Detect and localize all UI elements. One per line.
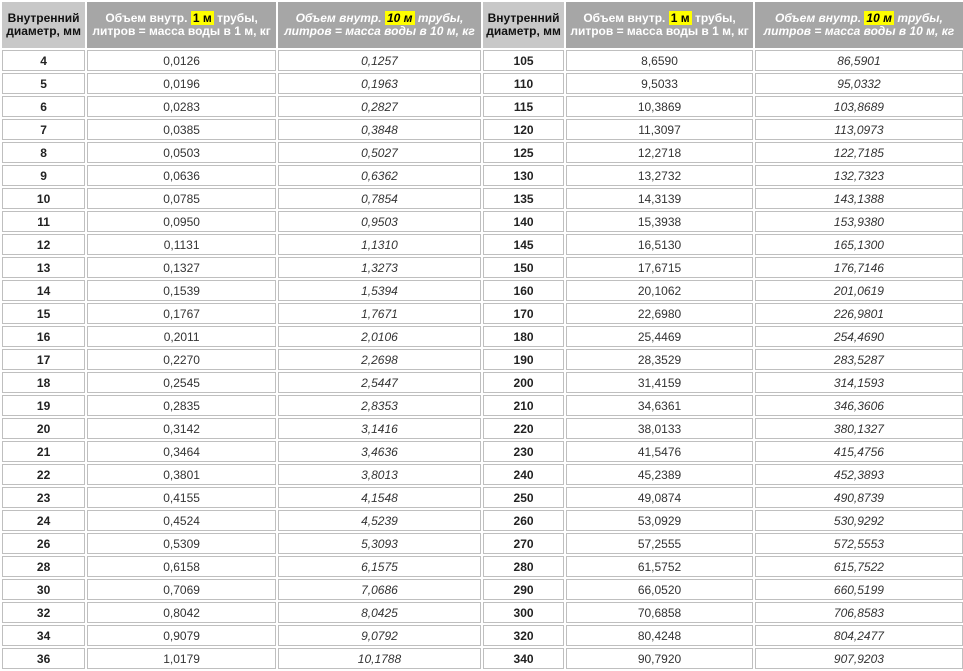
volume-10m-cell: 165,1300 <box>755 234 963 255</box>
volume-10m-cell: 6,1575 <box>278 556 481 577</box>
diameter-cell: 160 <box>483 280 564 301</box>
volume-1m-cell: 0,2270 <box>87 349 276 370</box>
volume-1m-cell: 38,0133 <box>566 418 753 439</box>
table-row <box>2 142 963 163</box>
volume-1m-cell: 0,0636 <box>87 165 276 186</box>
diameter-cell: 190 <box>483 349 564 370</box>
table-row <box>2 625 963 646</box>
volume-1m-cell: 80,4248 <box>566 625 753 646</box>
volume-1m-cell: 14,3139 <box>566 188 753 209</box>
volume-10m-cell: 0,1257 <box>278 50 481 71</box>
diameter-cell: 15 <box>2 303 85 324</box>
volume-1m-header-2: Объем внутр. 1 м трубы, литров = масса воды в 1 м, кг <box>566 2 753 48</box>
volume-1m-cell: 0,0385 <box>87 119 276 140</box>
diameter-cell: 26 <box>2 533 85 554</box>
diameter-cell: 120 <box>483 119 564 140</box>
volume-1m-cell: 0,1131 <box>87 234 276 255</box>
volume-1m-cell: 70,6858 <box>566 602 753 623</box>
volume-10m-cell: 572,5553 <box>755 533 963 554</box>
diameter-cell: 32 <box>2 602 85 623</box>
table-row <box>2 211 963 232</box>
volume-10m-cell: 1,1310 <box>278 234 481 255</box>
volume-1m-cell: 0,0196 <box>87 73 276 94</box>
volume-10m-cell: 530,9292 <box>755 510 963 531</box>
volume-1m-cell: 28,3529 <box>566 349 753 370</box>
diameter-cell: 34 <box>2 625 85 646</box>
volume-10m-cell: 143,1388 <box>755 188 963 209</box>
table-row <box>2 73 963 94</box>
volume-1m-cell: 0,2835 <box>87 395 276 416</box>
volume-1m-cell: 61,5752 <box>566 556 753 577</box>
diameter-cell: 19 <box>2 395 85 416</box>
diameter-header: Внутренний диаметр, мм <box>2 2 85 48</box>
volume-10m-cell: 103,8689 <box>755 96 963 117</box>
diameter-cell: 240 <box>483 464 564 485</box>
diameter-cell: 13 <box>2 257 85 278</box>
diameter-cell: 24 <box>2 510 85 531</box>
volume-10m-cell: 10,1788 <box>278 648 481 669</box>
volume-10m-cell: 2,0106 <box>278 326 481 347</box>
volume-1m-cell: 17,6715 <box>566 257 753 278</box>
table-row <box>2 119 963 140</box>
volume-10m-header: Объем внутр. 10 м трубы, литров = масса воды в 10 м, кг <box>278 2 481 48</box>
volume-1m-cell: 16,5130 <box>566 234 753 255</box>
volume-1m-cell: 0,0785 <box>87 188 276 209</box>
volume-10m-cell: 452,3893 <box>755 464 963 485</box>
volume-10m-cell: 132,7323 <box>755 165 963 186</box>
table-row <box>2 96 963 117</box>
volume-10m-cell: 380,1327 <box>755 418 963 439</box>
diameter-cell: 7 <box>2 119 85 140</box>
diameter-cell: 145 <box>483 234 564 255</box>
table-row <box>2 50 963 71</box>
volume-1m-cell: 0,2545 <box>87 372 276 393</box>
highlight-10m: 10 м <box>386 11 413 25</box>
diameter-cell: 270 <box>483 533 564 554</box>
volume-1m-cell: 57,2555 <box>566 533 753 554</box>
volume-1m-cell: 9,5033 <box>566 73 753 94</box>
volume-10m-cell: 706,8583 <box>755 602 963 623</box>
volume-1m-cell: 31,4159 <box>566 372 753 393</box>
volume-1m-cell: 90,7920 <box>566 648 753 669</box>
volume-1m-cell: 66,0520 <box>566 579 753 600</box>
diameter-cell: 23 <box>2 487 85 508</box>
diameter-cell: 230 <box>483 441 564 462</box>
volume-1m-cell: 0,4155 <box>87 487 276 508</box>
volume-1m-cell: 49,0874 <box>566 487 753 508</box>
table-row <box>2 556 963 577</box>
diameter-cell: 5 <box>2 73 85 94</box>
volume-10m-cell: 2,5447 <box>278 372 481 393</box>
diameter-cell: 125 <box>483 142 564 163</box>
diameter-cell: 290 <box>483 579 564 600</box>
volume-1m-cell: 22,6980 <box>566 303 753 324</box>
diameter-cell: 22 <box>2 464 85 485</box>
diameter-cell: 180 <box>483 326 564 347</box>
volume-10m-cell: 0,2827 <box>278 96 481 117</box>
diameter-cell: 135 <box>483 188 564 209</box>
volume-10m-cell: 660,5199 <box>755 579 963 600</box>
table-row <box>2 533 963 554</box>
table-row <box>2 257 963 278</box>
volume-1m-cell: 0,9079 <box>87 625 276 646</box>
table-header-row <box>2 2 963 48</box>
diameter-cell: 21 <box>2 441 85 462</box>
volume-10m-cell: 907,9203 <box>755 648 963 669</box>
diameter-cell: 6 <box>2 96 85 117</box>
table-row <box>2 510 963 531</box>
volume-10m-cell: 153,9380 <box>755 211 963 232</box>
volume-10m-cell: 3,8013 <box>278 464 481 485</box>
volume-10m-cell: 0,5027 <box>278 142 481 163</box>
volume-1m-cell: 15,3938 <box>566 211 753 232</box>
volume-10m-cell: 314,1593 <box>755 372 963 393</box>
volume-10m-cell: 346,3606 <box>755 395 963 416</box>
volume-10m-cell: 8,0425 <box>278 602 481 623</box>
volume-1m-cell: 11,3097 <box>566 119 753 140</box>
volume-1m-cell: 45,2389 <box>566 464 753 485</box>
diameter-cell: 200 <box>483 372 564 393</box>
volume-1m-cell: 0,6158 <box>87 556 276 577</box>
volume-1m-cell: 0,1327 <box>87 257 276 278</box>
diameter-cell: 105 <box>483 50 564 71</box>
volume-1m-cell: 0,1539 <box>87 280 276 301</box>
volume-10m-cell: 122,7185 <box>755 142 963 163</box>
table-body <box>2 50 963 669</box>
volume-10m-cell: 2,8353 <box>278 395 481 416</box>
table-row <box>2 418 963 439</box>
volume-10m-cell: 1,7671 <box>278 303 481 324</box>
volume-1m-cell: 34,6361 <box>566 395 753 416</box>
volume-1m-cell: 13,2732 <box>566 165 753 186</box>
volume-10m-cell: 0,6362 <box>278 165 481 186</box>
table-row <box>2 188 963 209</box>
diameter-cell: 115 <box>483 96 564 117</box>
volume-10m-cell: 0,9503 <box>278 211 481 232</box>
volume-10m-cell: 5,3093 <box>278 533 481 554</box>
diameter-cell: 220 <box>483 418 564 439</box>
diameter-cell: 8 <box>2 142 85 163</box>
volume-1m-cell: 8,6590 <box>566 50 753 71</box>
volume-1m-cell: 0,7069 <box>87 579 276 600</box>
volume-10m-cell: 4,5239 <box>278 510 481 531</box>
table-row <box>2 602 963 623</box>
volume-1m-cell: 0,0126 <box>87 50 276 71</box>
volume-10m-cell: 113,0973 <box>755 119 963 140</box>
table-row <box>2 326 963 347</box>
diameter-cell: 20 <box>2 418 85 439</box>
volume-10m-cell: 7,0686 <box>278 579 481 600</box>
volume-10m-cell: 1,3273 <box>278 257 481 278</box>
diameter-cell: 250 <box>483 487 564 508</box>
volume-1m-cell: 10,3869 <box>566 96 753 117</box>
volume-10m-cell: 3,1416 <box>278 418 481 439</box>
volume-1m-cell: 0,2011 <box>87 326 276 347</box>
diameter-cell: 10 <box>2 188 85 209</box>
volume-1m-cell: 1,0179 <box>87 648 276 669</box>
diameter-cell: 36 <box>2 648 85 669</box>
table-row <box>2 165 963 186</box>
diameter-cell: 340 <box>483 648 564 669</box>
table-row <box>2 303 963 324</box>
table-row <box>2 234 963 255</box>
diameter-cell: 17 <box>2 349 85 370</box>
diameter-cell: 210 <box>483 395 564 416</box>
diameter-cell: 12 <box>2 234 85 255</box>
volume-10m-cell: 226,9801 <box>755 303 963 324</box>
diameter-cell: 260 <box>483 510 564 531</box>
volume-10m-cell: 1,5394 <box>278 280 481 301</box>
volume-10m-cell: 201,0619 <box>755 280 963 301</box>
diameter-cell: 280 <box>483 556 564 577</box>
diameter-cell: 11 <box>2 211 85 232</box>
volume-1m-cell: 0,0950 <box>87 211 276 232</box>
volume-1m-cell: 0,0283 <box>87 96 276 117</box>
volume-1m-cell: 25,4469 <box>566 326 753 347</box>
volume-10m-cell: 254,4690 <box>755 326 963 347</box>
diameter-cell: 130 <box>483 165 564 186</box>
table-row <box>2 648 963 669</box>
table-row <box>2 487 963 508</box>
volume-10m-cell: 86,5901 <box>755 50 963 71</box>
volume-10m-cell: 283,5287 <box>755 349 963 370</box>
volume-1m-cell: 53,0929 <box>566 510 753 531</box>
volume-10m-cell: 804,2477 <box>755 625 963 646</box>
highlight-10m-2: 10 м <box>866 11 892 25</box>
table-row <box>2 395 963 416</box>
volume-1m-cell: 0,3801 <box>87 464 276 485</box>
diameter-cell: 9 <box>2 165 85 186</box>
table-row <box>2 349 963 370</box>
diameter-cell: 320 <box>483 625 564 646</box>
diameter-cell: 300 <box>483 602 564 623</box>
volume-10m-cell: 2,2698 <box>278 349 481 370</box>
volume-10m-cell: 95,0332 <box>755 73 963 94</box>
volume-10m-cell: 0,1963 <box>278 73 481 94</box>
highlight-1m: 1 м <box>192 11 212 25</box>
volume-10m-cell: 4,1548 <box>278 487 481 508</box>
diameter-cell: 14 <box>2 280 85 301</box>
volume-1m-cell: 0,8042 <box>87 602 276 623</box>
diameter-cell: 4 <box>2 50 85 71</box>
diameter-cell: 30 <box>2 579 85 600</box>
table-row <box>2 280 963 301</box>
diameter-cell: 28 <box>2 556 85 577</box>
volume-10m-cell: 615,7522 <box>755 556 963 577</box>
diameter-cell: 110 <box>483 73 564 94</box>
table-row <box>2 441 963 462</box>
volume-1m-cell: 0,1767 <box>87 303 276 324</box>
volume-10m-header-2: Объем внутр. 10 м трубы, литров = масса воды в 10 м, кг <box>755 2 963 48</box>
diameter-header-2: Внутренний диаметр, мм <box>483 2 564 48</box>
diameter-cell: 140 <box>483 211 564 232</box>
volume-1m-cell: 20,1062 <box>566 280 753 301</box>
table-row <box>2 579 963 600</box>
diameter-cell: 16 <box>2 326 85 347</box>
volume-10m-cell: 0,7854 <box>278 188 481 209</box>
volume-1m-header: Объем внутр. 1 м трубы, литров = масса воды в 1 м, кг <box>87 2 276 48</box>
volume-10m-cell: 3,4636 <box>278 441 481 462</box>
table-row <box>2 372 963 393</box>
volume-10m-cell: 176,7146 <box>755 257 963 278</box>
diameter-cell: 18 <box>2 372 85 393</box>
diameter-cell: 170 <box>483 303 564 324</box>
volume-1m-cell: 0,0503 <box>87 142 276 163</box>
volume-10m-cell: 415,4756 <box>755 441 963 462</box>
volume-1m-cell: 0,5309 <box>87 533 276 554</box>
volume-10m-cell: 0,3848 <box>278 119 481 140</box>
volume-1m-cell: 0,3464 <box>87 441 276 462</box>
volume-10m-cell: 9,0792 <box>278 625 481 646</box>
volume-1m-cell: 12,2718 <box>566 142 753 163</box>
highlight-1m-2: 1 м <box>670 11 690 25</box>
volume-1m-cell: 0,3142 <box>87 418 276 439</box>
table-row <box>2 464 963 485</box>
volume-10m-cell: 490,8739 <box>755 487 963 508</box>
volume-1m-cell: 0,4524 <box>87 510 276 531</box>
volume-1m-cell: 41,5476 <box>566 441 753 462</box>
diameter-cell: 150 <box>483 257 564 278</box>
